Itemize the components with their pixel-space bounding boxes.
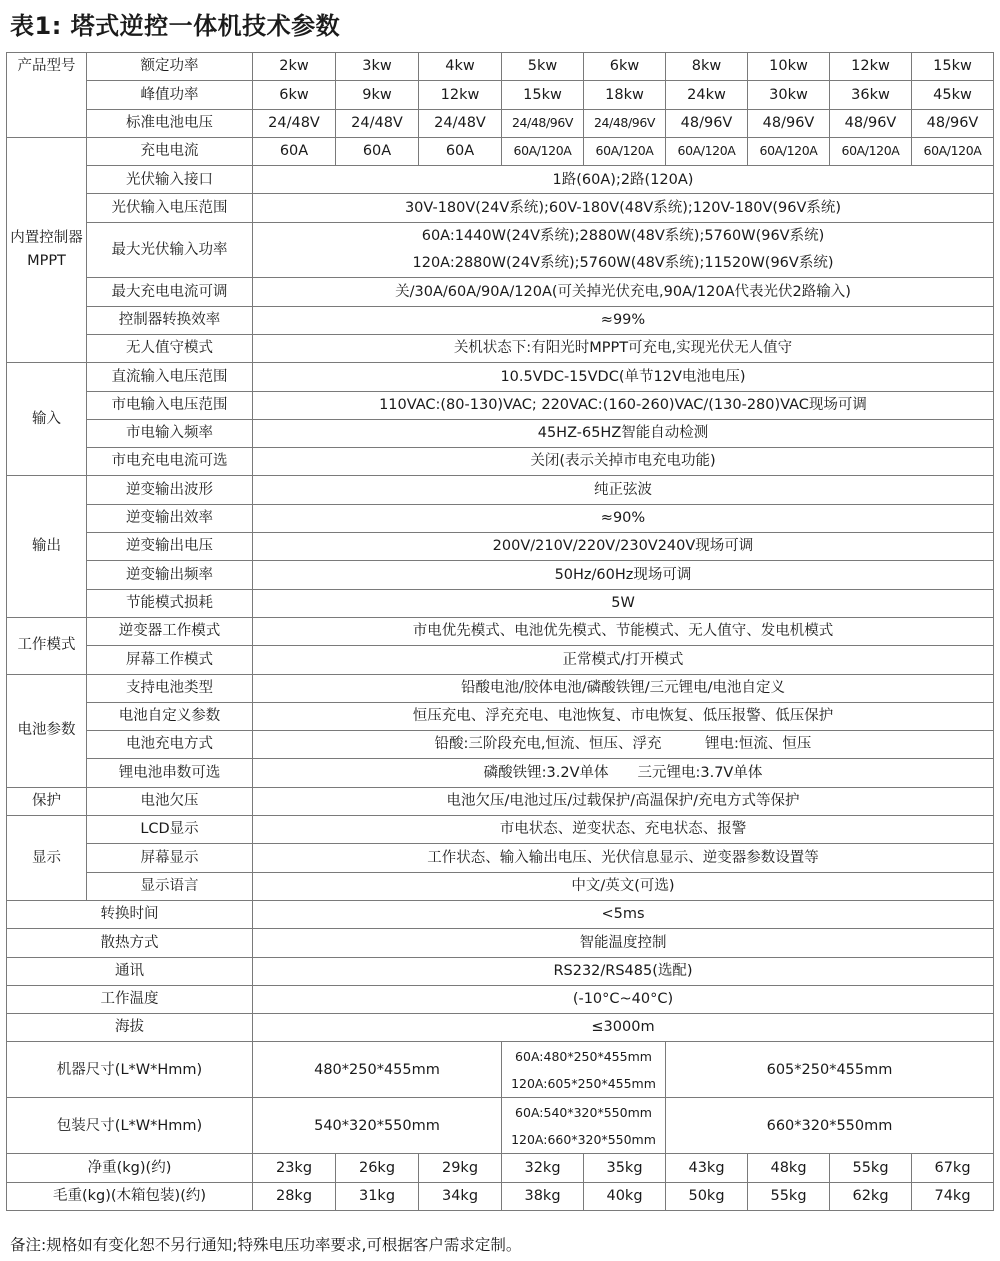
table-row (7, 589, 994, 617)
table-cell: 23kg (253, 1154, 336, 1182)
row-label: 转换时间 (7, 900, 253, 928)
table-row (7, 731, 994, 759)
table-row (7, 759, 994, 787)
table-cell: 60A (336, 137, 419, 165)
table-row (7, 363, 994, 391)
table-cell: 40kg (584, 1182, 666, 1210)
row-label: 光伏输入接口 (87, 166, 253, 194)
table-row (7, 334, 994, 362)
table-cell: 工作状态、输入输出电压、光伏信息显示、逆变器参数设置等 (253, 844, 994, 872)
row-label: 市电输入电压范围 (87, 391, 253, 419)
table-cell: 110VAC:(80-130)VAC; 220VAC:(160-260)VAC/(130-280)VAC现场可调 (253, 391, 994, 419)
table-row (7, 166, 994, 194)
row-label: 毛重(kg)(木箱包装)(约) (7, 1182, 253, 1210)
row-label: 电池自定义参数 (87, 702, 253, 730)
table-row (7, 81, 994, 109)
table-row (7, 533, 994, 561)
row-label: 充电电流 (87, 137, 253, 165)
table-row (7, 646, 994, 674)
table-row (7, 194, 994, 222)
table-cell: 4kw (419, 53, 502, 81)
table-cell: RS232/RS485(选配) (253, 957, 994, 985)
table-row (7, 419, 994, 447)
row-label: 最大光伏输入功率 (87, 222, 253, 278)
row-label: 直流输入电压范围 (87, 363, 253, 391)
table-cell: 正常模式/打开模式 (253, 646, 994, 674)
table-cell: 8kw (666, 53, 748, 81)
table-cell: 60A (419, 137, 502, 165)
table-row (7, 1154, 994, 1182)
table-row (7, 985, 994, 1013)
table-cell: 9kw (336, 81, 419, 109)
row-label: 逆变输出波形 (87, 476, 253, 504)
table-cell: 18kw (584, 81, 666, 109)
table-cell: 60A (253, 137, 336, 165)
row-label: 电池欠压 (87, 787, 253, 815)
table-row (7, 617, 994, 645)
table-cell: 48/96V (830, 109, 912, 137)
table-cell (502, 1098, 666, 1154)
table-cell: 36kw (830, 81, 912, 109)
category-label (7, 137, 87, 362)
table-cell: 60A/120A (748, 137, 830, 165)
table-cell: 智能温度控制 (253, 929, 994, 957)
category-label: 输入 (7, 363, 87, 476)
category-label: 电池参数 (7, 674, 87, 787)
table-row (7, 278, 994, 306)
row-label: 峰值功率 (87, 81, 253, 109)
machine-size-60a: 60A:480*250*455mm (515, 1048, 652, 1064)
table-cell: 26kg (336, 1154, 419, 1182)
table-cell: 30V-180V(24V系统);60V-180V(48V系统);120V-180V(96V系统) (253, 194, 994, 222)
table-cell: 67kg (912, 1154, 994, 1182)
table-row (7, 448, 994, 476)
table-cell: 60A/120A (912, 137, 994, 165)
table-cell: 48/96V (666, 109, 748, 137)
page-title: 表1: 塔式逆控一体机技术参数 (10, 12, 341, 40)
table-cell: 55kg (748, 1182, 830, 1210)
table-row (7, 844, 994, 872)
table-cell: 关机状态下:有阳光时MPPT可充电,实现光伏无人值守 (253, 334, 994, 362)
table-cell: 电池欠压/电池过压/过载保护/高温保护/充电方式等保护 (253, 787, 994, 815)
table-cell: 铅酸电池/胶体电池/磷酸铁锂/三元锂电/电池自定义 (253, 674, 994, 702)
footnote: 备注:规格如有变化恕不另行通知;特殊电压功率要求,可根据客户需求定制。 (10, 1236, 522, 1254)
row-label: 逆变输出频率 (87, 561, 253, 589)
table-cell: 74kg (912, 1182, 994, 1210)
table-row (7, 702, 994, 730)
table-cell: 24/48V (419, 109, 502, 137)
table-row (7, 306, 994, 334)
spec-table (6, 52, 994, 1211)
table-cell: 660*320*550mm (666, 1098, 994, 1154)
category-label: 保护 (7, 787, 87, 815)
row-label: 光伏输入电压范围 (87, 194, 253, 222)
table-row (7, 872, 994, 900)
table-cell: 6kw (253, 81, 336, 109)
row-label: 逆变输出电压 (87, 533, 253, 561)
table-cell: 30kw (748, 81, 830, 109)
table-cell: ≈90% (253, 504, 994, 532)
table-cell: 中文/英文(可选) (253, 872, 994, 900)
row-label: 节能模式损耗 (87, 589, 253, 617)
table-cell: 5kw (502, 53, 584, 81)
table-cell: 24/48/96V (502, 109, 584, 137)
table-cell: ≤3000m (253, 1014, 994, 1042)
row-label: 市电充电电流可选 (87, 448, 253, 476)
row-label: 海拔 (7, 1014, 253, 1042)
table-cell (502, 1042, 666, 1098)
table-row (7, 674, 994, 702)
table-row (7, 1098, 994, 1154)
table-cell: 12kw (830, 53, 912, 81)
table-cell: 关闭(表示关掉市电充电功能) (253, 448, 994, 476)
table-cell: 市电优先模式、电池优先模式、节能模式、无人值守、发电机模式 (253, 617, 994, 645)
table-cell: 60A/120A (666, 137, 748, 165)
table-cell: 35kg (584, 1154, 666, 1182)
row-label: 屏幕工作模式 (87, 646, 253, 674)
row-label: 逆变输出效率 (87, 504, 253, 532)
category-label: 输出 (7, 476, 87, 617)
category-label: 工作模式 (7, 617, 87, 674)
table-cell: 磷酸铁锂:3.2V单体 三元锂电:3.7V单体 (253, 759, 994, 787)
table-cell: 55kg (830, 1154, 912, 1182)
row-label: 市电输入频率 (87, 419, 253, 447)
table-cell: 31kg (336, 1182, 419, 1210)
table-cell: 2kw (253, 53, 336, 81)
table-cell: ≈99% (253, 306, 994, 334)
table-cell: 15kw (912, 53, 994, 81)
category-text: 内置控制器MPPT (10, 229, 83, 270)
row-label: 散热方式 (7, 929, 253, 957)
table-cell: 48/96V (748, 109, 830, 137)
table-row (7, 929, 994, 957)
table-cell: 28kg (253, 1182, 336, 1210)
row-label: 控制器转换效率 (87, 306, 253, 334)
table-cell: 540*320*550mm (253, 1098, 502, 1154)
table-cell: 43kg (666, 1154, 748, 1182)
table-cell: 60A/120A (502, 137, 584, 165)
table-cell: 45HZ-65HZ智能自动检测 (253, 419, 994, 447)
table-cell: 60A:1440W(24V系统);2880W(48V系统);5760W(96V系统) (253, 222, 994, 250)
table-cell: 50kg (666, 1182, 748, 1210)
table-row (7, 1182, 994, 1210)
package-size-120a: 120A:660*320*550mm (511, 1131, 656, 1147)
table-cell: 纯正弦波 (253, 476, 994, 504)
table-row (7, 222, 994, 250)
table-row (7, 900, 994, 928)
table-cell: 恒压充电、浮充充电、电池恢复、市电恢复、低压报警、低压保护 (253, 702, 994, 730)
row-label: 支持电池类型 (87, 674, 253, 702)
table-cell: 29kg (419, 1154, 502, 1182)
table-cell: 120A:2880W(24V系统);5760W(48V系统);11520W(96V系统) (253, 250, 994, 278)
table-row (7, 504, 994, 532)
row-label: 净重(kg)(约) (7, 1154, 253, 1182)
table-cell: 6kw (584, 53, 666, 81)
table-cell: 50Hz/60Hz现场可调 (253, 561, 994, 589)
table-row (7, 1014, 994, 1042)
table-cell: 12kw (419, 81, 502, 109)
row-label: 工作温度 (7, 985, 253, 1013)
table-cell: 60A/120A (584, 137, 666, 165)
table-cell: 60A/120A (830, 137, 912, 165)
table-cell: (-10°C~40°C) (253, 985, 994, 1013)
table-cell: 38kg (502, 1182, 584, 1210)
table-cell: 10kw (748, 53, 830, 81)
row-label: 显示语言 (87, 872, 253, 900)
table-cell: 关/30A/60A/90A/120A(可关掉光伏充电,90A/120A代表光伏2路输入) (253, 278, 994, 306)
row-label: 标准电池电压 (87, 109, 253, 137)
table-row (7, 391, 994, 419)
row-label: 锂电池串数可选 (87, 759, 253, 787)
table-cell: 15kw (502, 81, 584, 109)
table-row (7, 1042, 994, 1098)
table-cell: 45kw (912, 81, 994, 109)
table-cell: 34kg (419, 1182, 502, 1210)
table-row (7, 787, 994, 815)
table-row (7, 109, 994, 137)
table-cell: 62kg (830, 1182, 912, 1210)
row-label: 额定功率 (87, 53, 253, 81)
package-size-60a: 60A:540*320*550mm (515, 1104, 652, 1120)
table-cell: 市电状态、逆变状态、充电状态、报警 (253, 816, 994, 844)
table-cell: 24/48V (336, 109, 419, 137)
row-label: 包装尺寸(L*W*Hmm) (7, 1098, 253, 1154)
row-label: 最大充电电流可调 (87, 278, 253, 306)
row-label: 机器尺寸(L*W*Hmm) (7, 1042, 253, 1098)
table-cell: 24kw (666, 81, 748, 109)
category-label: 显示 (7, 816, 87, 901)
row-label: 屏幕显示 (87, 844, 253, 872)
table-row (7, 816, 994, 844)
table-cell: 48/96V (912, 109, 994, 137)
machine-size-120a: 120A:605*250*455mm (511, 1075, 656, 1091)
table-row (7, 53, 994, 81)
table-row (7, 476, 994, 504)
table-cell: 铅酸:三阶段充电,恒流、恒压、浮充 锂电:恒流、恒压 (253, 731, 994, 759)
table-row (7, 957, 994, 985)
table-cell: 24/48/96V (584, 109, 666, 137)
row-label: 通讯 (7, 957, 253, 985)
category-label: 产品型号 (7, 53, 87, 138)
table-cell: 5W (253, 589, 994, 617)
table-cell: 48kg (748, 1154, 830, 1182)
table-cell: 605*250*455mm (666, 1042, 994, 1098)
table-cell: 10.5VDC-15VDC(单节12V电池电压) (253, 363, 994, 391)
table-cell: 24/48V (253, 109, 336, 137)
table-cell: 200V/210V/220V/230V240V现场可调 (253, 533, 994, 561)
row-label: 电池充电方式 (87, 731, 253, 759)
table-cell: 480*250*455mm (253, 1042, 502, 1098)
row-label: LCD显示 (87, 816, 253, 844)
table-cell: <5ms (253, 900, 994, 928)
row-label: 逆变器工作模式 (87, 617, 253, 645)
table-row (7, 137, 994, 165)
table-cell: 32kg (502, 1154, 584, 1182)
table-cell: 3kw (336, 53, 419, 81)
table-row (7, 561, 994, 589)
table-cell: 1路(60A);2路(120A) (253, 166, 994, 194)
row-label: 无人值守模式 (87, 334, 253, 362)
